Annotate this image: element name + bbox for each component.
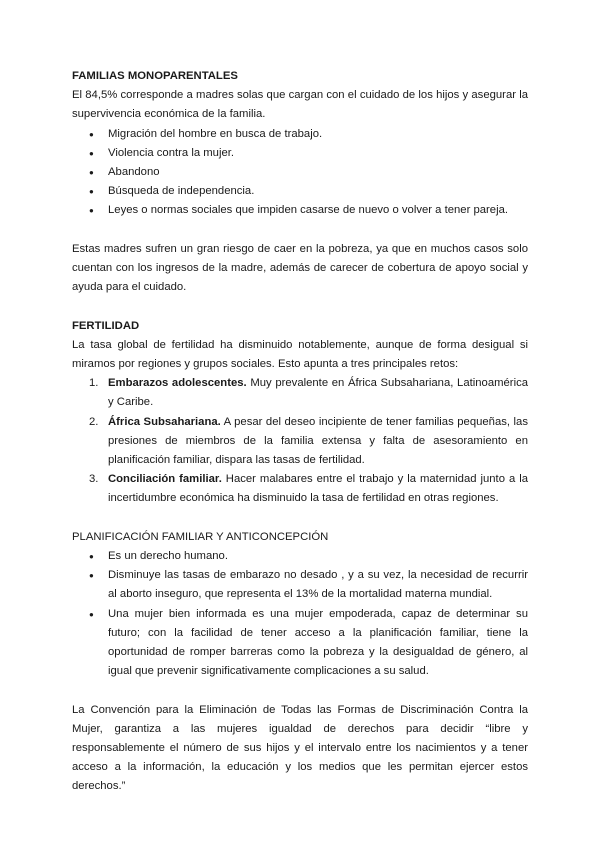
list-number: 1. — [89, 377, 99, 390]
spacer — [72, 681, 528, 700]
list-item — [72, 470, 528, 508]
spacer — [72, 221, 528, 240]
list-item: ● Una mujer bien informada es una mujer empoderada, capaz de determinar su futuro; con la facilidad de tener acceso a la planificación familiar, tiene la oportunidad de romper barreras como la pobreza y la desigualdad de género, al igual que prevenir significativamente complicaciones a su salud. — [72, 605, 528, 682]
list-item-title: Conciliación familiar. — [108, 473, 222, 486]
document-body — [72, 67, 528, 797]
list-item-text: Hacer malabares entre el trabajo y la maternidad junto a la incertidumbre económica ha disminuido la tasa de fertilidad en otras regiones. — [108, 473, 528, 505]
numbered-list-retos — [72, 374, 528, 508]
list-item: ● Violencia contra la mujer. — [72, 144, 528, 163]
heading-fertilidad: FERTILIDAD — [72, 319, 140, 332]
paragraph-familias-closing: Estas madres sufren un gran riesgo de caer en la pobreza, ya que en muchos casos solo cuentan con los ingresos de la madre, además de carecer de cobertura de apoyo social y ayuda para el cuidado. — [72, 242, 528, 294]
heading-familias-monoparentales: FAMILIAS MONOPARENTALES — [72, 70, 238, 82]
list-item-title: África Subsahariana. — [108, 415, 221, 428]
list-item-text: A pesar del deseo incipiente de tener familias pequeñas, las presiones de miembros de la familia extensa y falta de asesoramiento en planificación familiar, dispara las tasas de fertilidad. — [108, 415, 528, 467]
list-item-title: Embarazos adolescentes. — [108, 377, 247, 390]
list-item: ● Búsqueda de independencia. — [72, 182, 528, 201]
bullet-list-causas — [72, 125, 528, 221]
list-item: ● Abandono — [72, 163, 528, 182]
list-item-text: Muy prevalente en África Subsahariana, Latinoamérica y Caribe. — [108, 377, 529, 409]
paragraph-convencion: La Convención para la Eliminación de Todas las Formas de Discriminación Contra la Mujer, garantiza a las mujeres igualdad de derechos para decidir “libre y responsablemente el número de sus hijos y el intervalo entre los nacimientos y a tener acceso a la información, la educación y los medios que les permitan ejercer estos derechos.” — [72, 703, 528, 793]
spacer — [72, 509, 528, 528]
heading-planificacion-familiar: PLANIFICACIÓN FAMILIAR Y ANTICONCEPCIÓN — [72, 530, 329, 543]
list-item — [72, 374, 528, 412]
list-item: ● Disminuye las tasas de embarazo no desado , y a su vez, la necesidad de recurrir al aborto inseguro, que representa el 13% de la mortalidad materna mundial. — [72, 566, 528, 604]
paragraph-fertilidad-intro: La tasa global de fertilidad ha disminuido notablemente, aunque de forma desigual si miramos por regiones y grupos sociales. Esto apunta a tres principales retos: — [72, 338, 528, 371]
list-number: 2. — [89, 415, 99, 428]
spacer — [72, 297, 528, 316]
list-item: ● Leyes o normas sociales que impiden casarse de nuevo o volver a tener pareja. — [72, 201, 528, 220]
bullet-list-planificacion — [72, 547, 528, 681]
list-number: 3. — [89, 473, 99, 486]
list-item: ● Es un derecho humano. — [72, 547, 528, 566]
list-item — [72, 413, 528, 471]
paragraph-familias-intro: El 84,5% corresponde a madres solas que cargan con el cuidado de los hijos y asegurar la supervivencia económica de la familia. — [72, 89, 528, 121]
list-item: ● Migración del hombre en busca de trabajo. — [72, 125, 528, 144]
